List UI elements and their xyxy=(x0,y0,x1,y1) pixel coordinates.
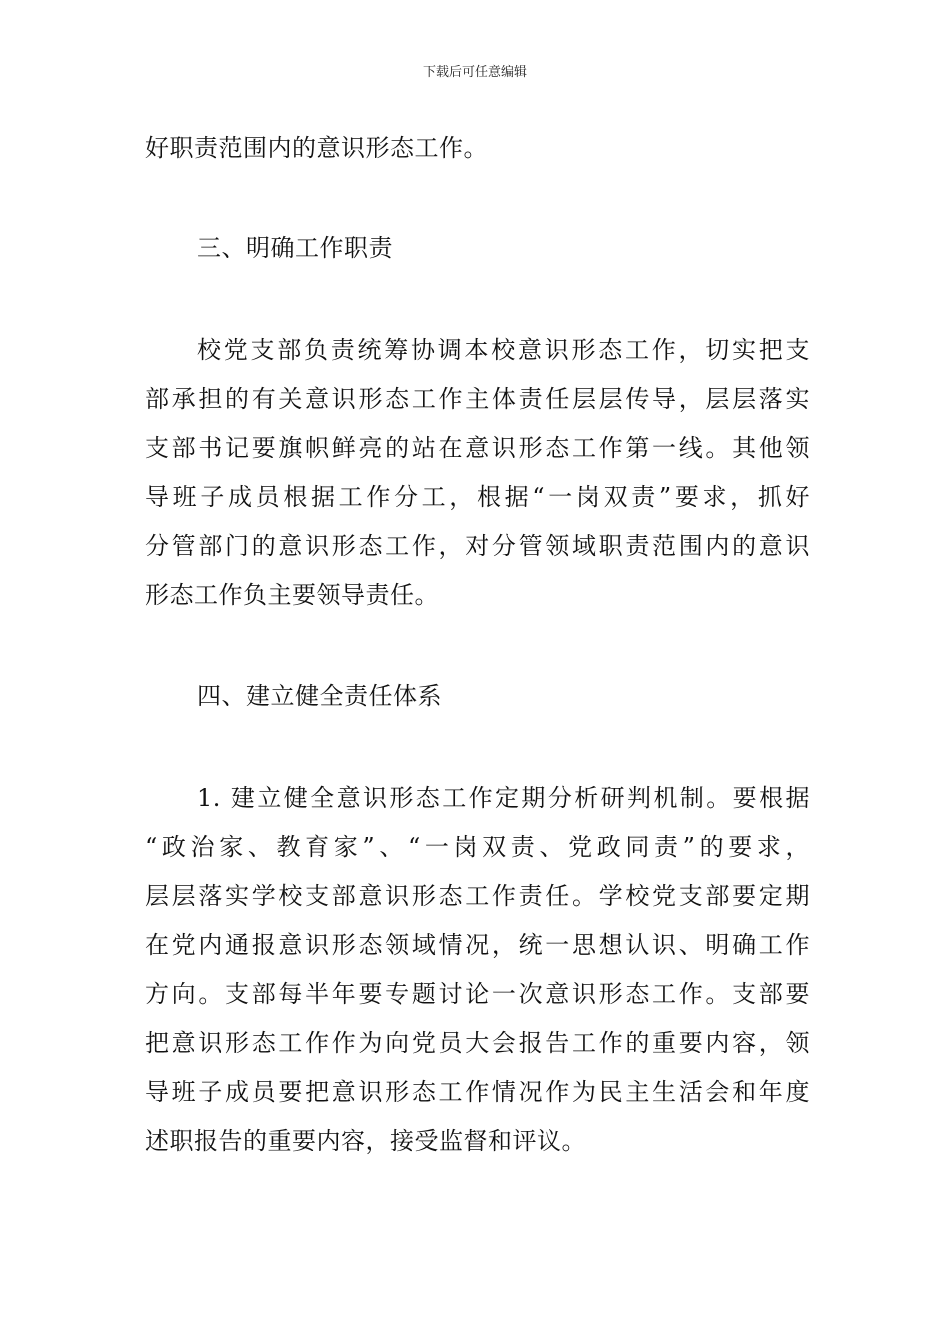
paragraph-line: 把意识形态工作作为向党员大会报告工作的重要内容，领 xyxy=(145,1029,810,1057)
paragraph-line: 校党支部负责统筹协调本校意识形态工作，切实把支 xyxy=(197,336,810,364)
paragraph-responsibilities xyxy=(145,326,810,620)
paragraph-line: 导班子成员根据工作分工，根据“一岗双责”要求，抓好 xyxy=(145,483,810,511)
paragraph-line: “政治家、教育家”、“一岗双责、党政同责”的要求， xyxy=(145,833,810,861)
paragraph-responsibility-system xyxy=(145,774,810,1166)
paragraph-line: 好职责范围内的意识形态工作。 xyxy=(145,134,488,162)
paragraph-line: 述职报告的重要内容，接受监督和评议。 xyxy=(145,1127,586,1155)
paragraph-line: 部承担的有关意识形态工作主体责任层层传导，层层落实 xyxy=(145,385,810,413)
paragraph-line: 1. 建立健全意识形态工作定期分析研判机制。要根据 xyxy=(197,784,810,812)
page-header: 下载后可任意编辑 xyxy=(422,65,527,80)
paragraph-line: 导班子成员要把意识形态工作情况作为民主生活会和年度 xyxy=(145,1078,810,1106)
section-heading-text: 四、建立健全责任体系 xyxy=(197,682,442,710)
paragraph-line: 分管部门的意识形态工作，对分管领域职责范围内的意识 xyxy=(145,532,810,560)
section-heading-3 xyxy=(145,224,810,273)
section-heading-text: 三、明确工作职责 xyxy=(197,234,393,262)
paragraph-line: 层层落实学校支部意识形态工作责任。学校党支部要定期 xyxy=(145,882,810,910)
paragraph-line: 形态工作负主要领导责任。 xyxy=(145,581,439,609)
section-heading-4 xyxy=(145,672,810,721)
paragraph-line: 方向。支部每半年要专题讨论一次意识形态工作。支部要 xyxy=(145,980,810,1008)
paragraph-continuation xyxy=(145,124,810,173)
paragraph-line: 在党内通报意识形态领域情况，统一思想认识、明确工作 xyxy=(145,931,810,959)
paragraph-line: 支部书记要旗帜鲜亮的站在意识形态工作第一线。其他领 xyxy=(145,434,810,462)
